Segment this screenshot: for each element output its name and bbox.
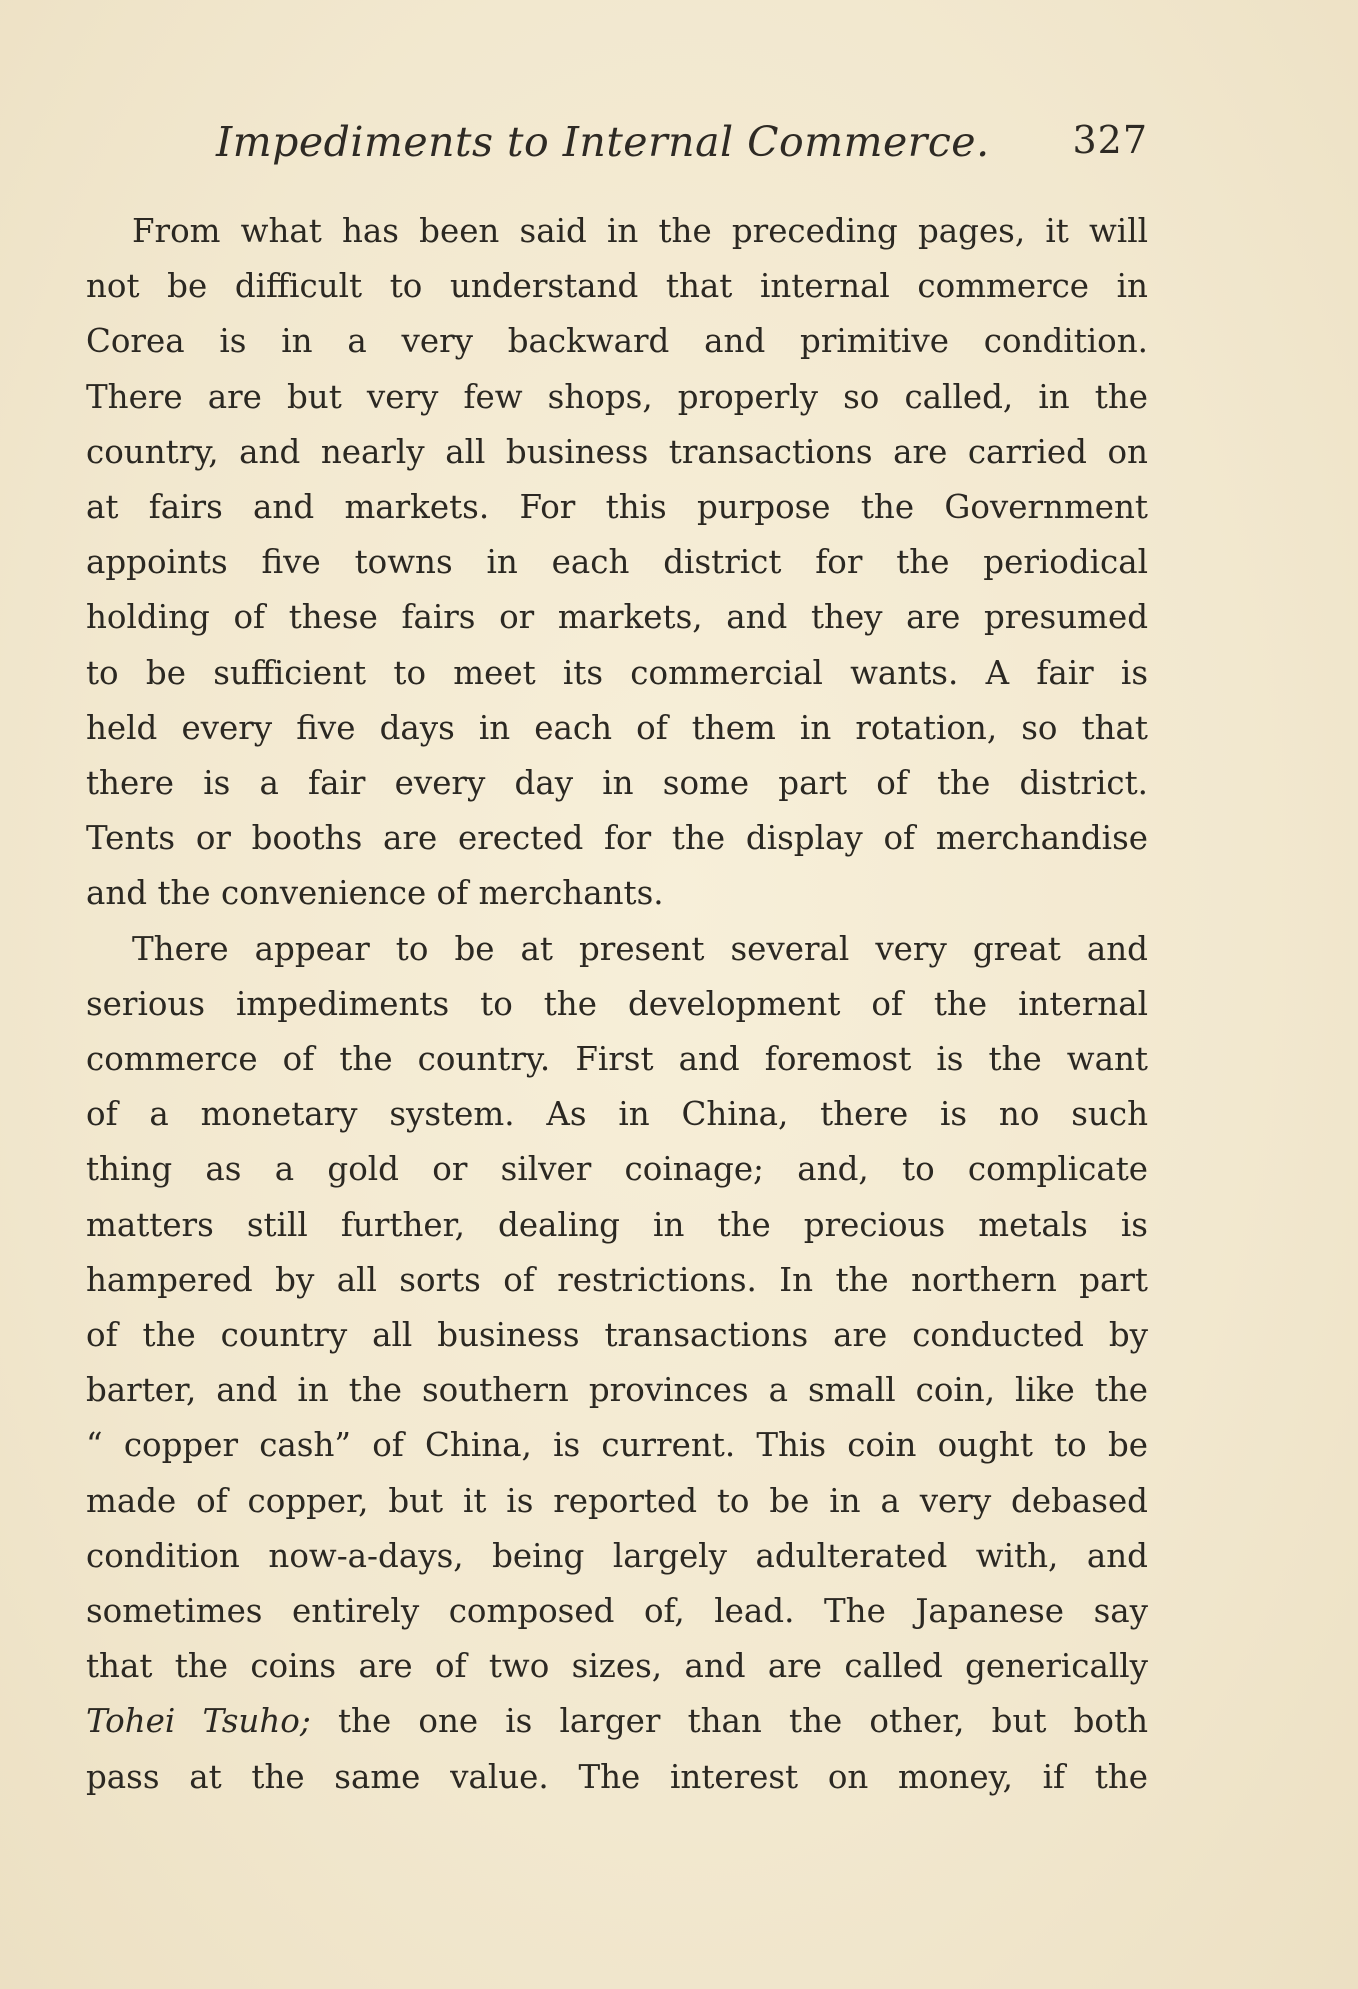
text-line: to be sufficient to meet its commercial wants. A fair is <box>86 653 1148 692</box>
running-title: Impediments to Internal Commerce. <box>216 118 990 166</box>
text-line: Corea is in a very backward and primitive condition. <box>86 322 1148 361</box>
italic-term: Tohei Tsuho; <box>86 1702 311 1741</box>
text-line: of a monetary system. As in China, there is no such <box>86 1095 1148 1134</box>
text-line: at fairs and markets. For this purpose the Government <box>86 488 1148 527</box>
text-line: pass at the same value. The interest on money, if the <box>86 1757 1148 1796</box>
text-line: hampered by all sorts of restrictions. In the northern part <box>86 1260 1148 1299</box>
text-line: There appear to be at present several very great and <box>132 929 1148 968</box>
paragraph-2 <box>86 922 1148 1805</box>
text-line: made of copper, but it is reported to be in a very debased <box>86 1481 1148 1520</box>
body-text <box>86 204 1148 1805</box>
text-line: Tents or booths are erected for the display of merchandise <box>86 819 1148 858</box>
text-line: From what has been said in the preceding pages, it will <box>132 212 1148 250</box>
text-line: and the convenience of merchants. <box>86 874 664 913</box>
text-line: thing as a gold or silver coinage; and, to complicate <box>86 1150 1148 1189</box>
text-line: “ copper cash” of China, is current. This coin ought to be <box>86 1426 1148 1465</box>
text-line: there is a fair every day in some part of the district. <box>86 764 1148 803</box>
text-line: held every five days in each of them in rotation, so that <box>86 708 1148 747</box>
page-header <box>86 118 1148 176</box>
text-line: barter, and in the southern provinces a small coin, like the <box>86 1371 1148 1410</box>
text-line: not be difficult to understand that internal commerce in <box>86 267 1148 306</box>
text-line: commerce of the country. First and foremost is the want <box>86 1040 1148 1079</box>
text-line: There are but very few shops, properly so called, in the <box>86 377 1148 416</box>
text-line-with-italic <box>86 1694 1148 1749</box>
text-line: that the coins are of two sizes, and are called generically <box>86 1647 1148 1686</box>
text-line: condition now-a-days, being largely adulterated with, and <box>86 1536 1148 1575</box>
text-fragment: the one is larger than the other, but both <box>310 1702 1148 1741</box>
paragraph-1 <box>86 204 1148 922</box>
text-line: appoints five towns in each district for the periodical <box>86 543 1148 582</box>
page-number: 327 <box>1072 118 1148 162</box>
text-line: serious impediments to the development of the internal <box>86 984 1148 1023</box>
text-line: matters still further, dealing in the precious metals is <box>86 1205 1148 1244</box>
text-line: country, and nearly all business transactions are carried on <box>86 432 1148 471</box>
text-line: sometimes entirely composed of, lead. The Japanese say <box>86 1592 1148 1631</box>
text-line: of the country all business transactions are conducted by <box>86 1316 1148 1355</box>
text-line: holding of these fairs or markets, and they are presumed <box>86 598 1148 637</box>
